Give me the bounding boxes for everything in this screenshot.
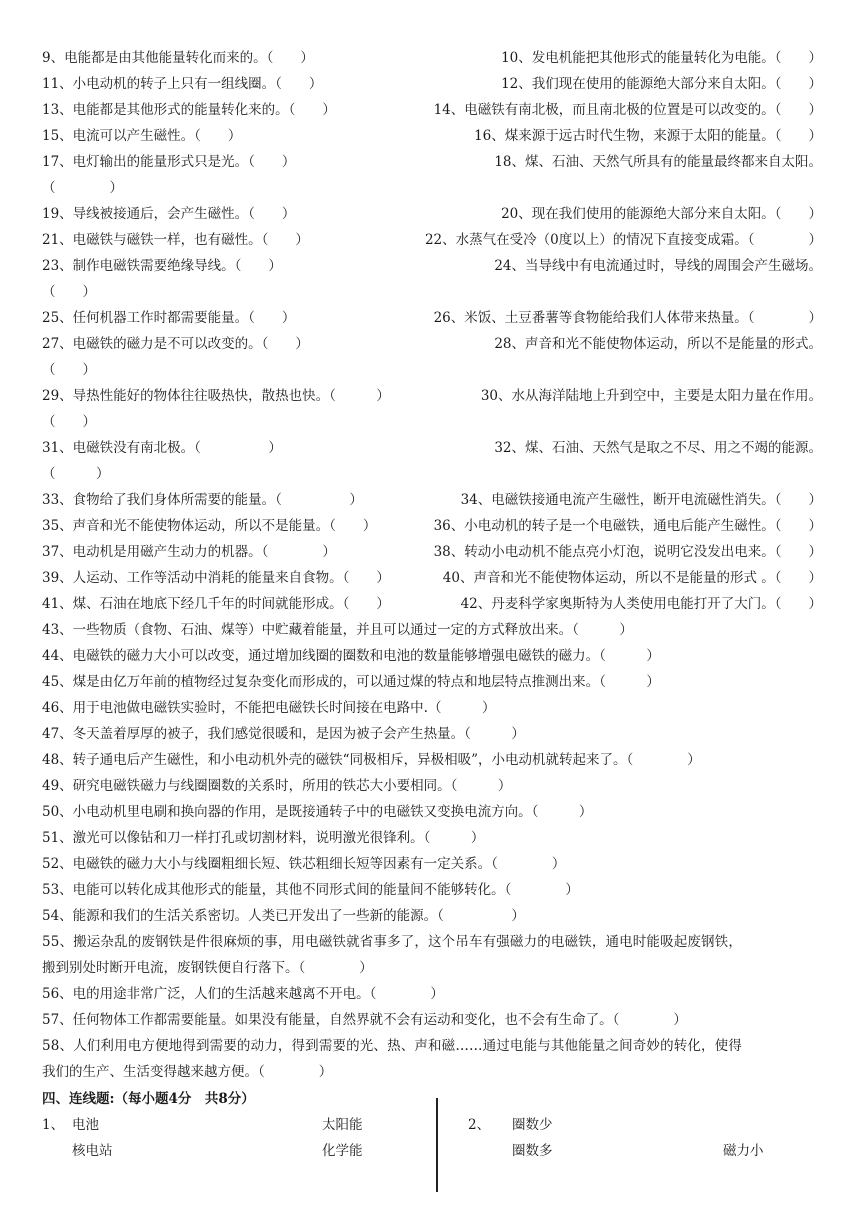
match-q1-right-item: 太阳能 (322, 1117, 363, 1133)
question-left: 11、小电动机的转子上只有一组线圈。（ ） (42, 76, 323, 92)
question-right: 18、煤、石油、天然气所具有的能量最终都来自太阳。 (494, 154, 822, 170)
question-left: 29、导热性能好的物体往往吸热快，散热也快。（ ） (42, 388, 390, 404)
question-left: 37、电动机是用磁产生动力的机器。（ ） (42, 544, 336, 560)
question-text: 55、搬运杂乱的废钢铁是件很麻烦的事，用电磁铁就省事多了，这个吊车有强磁力的电磁铁，通电时能吸起废钢铁， (42, 934, 742, 950)
match-q2-right-item: 磁力小 (723, 1143, 764, 1159)
question-row (42, 751, 822, 777)
question-right: 24、当导线中有电流通过时，导线的周围会产生磁场。 (494, 258, 822, 274)
question-row (42, 803, 822, 829)
question-row (42, 1011, 822, 1037)
question-row (42, 49, 822, 75)
question-row (42, 309, 822, 335)
question-row-continued (42, 959, 822, 985)
question-right: 14、电磁铁有南北极，而且南北极的位置是可以改变的。（ ） (433, 102, 822, 118)
answer-blank: （ ） (42, 180, 123, 196)
answer-blank-continuation (42, 413, 822, 439)
question-row (42, 101, 822, 127)
match-q1-right-item: 化学能 (322, 1143, 363, 1159)
question-row (42, 985, 822, 1011)
question-row (42, 595, 822, 621)
question-left: 33、食物给了我们身体所需要的能量。（ ） (42, 492, 363, 508)
question-left: 27、电磁铁的磁力是不可以改变的。（ ） (42, 336, 309, 352)
question-row (42, 621, 822, 647)
answer-blank-continuation (42, 283, 822, 309)
question-row (42, 127, 822, 153)
question-right: 16、煤来源于远古时代生物，来源于太阳的能量。（ ） (474, 128, 822, 144)
question-text: 56、电的用途非常广泛，人们的生活越来越离不开电。（ ） (42, 986, 444, 1002)
question-row (42, 257, 822, 283)
match-q2-left-item: 圈数少 (512, 1117, 553, 1133)
question-right: 30、水从海洋陆地上升到空中，主要是太阳力量在作用。 (480, 388, 822, 404)
question-right: 38、转动小电动机不能点亮小灯泡，说明它没发出电来。（ ） (433, 544, 822, 560)
question-row (42, 387, 822, 413)
question-left: 35、声音和光不能使物体运动，所以不是能量。（ ） (42, 518, 377, 534)
question-text: 49、研究电磁铁磁力与线圈圈数的关系时，所用的铁芯大小要相同。（ ） (42, 778, 512, 794)
question-right: 26、米饭、土豆番薯等食物能给我们人体带来热量。（ ） (433, 310, 822, 326)
question-left: 19、导线被接通后，会产生磁性。（ ） (42, 206, 296, 222)
question-text: 搬到别处时断开电流，废钢铁便自行落下。（ ） (42, 960, 373, 976)
question-row (42, 231, 822, 257)
question-text: 50、小电动机里电刷和换向器的作用，是既接通转子中的电磁铁又变换电流方向。（ ） (42, 804, 593, 820)
match-q1-left-item: 核电站 (72, 1143, 113, 1159)
question-text: 52、电磁铁的磁力大小与线圈粗细长短、铁芯粗细长短等因素有一定关系。（ ） (42, 856, 566, 872)
question-right: 20、现在我们使用的能源绝大部分来自太阳。（ ） (501, 206, 822, 222)
question-row (42, 933, 822, 959)
question-text: 54、能源和我们的生活关系密切。人类已开发出了一些新的能源。（ ） (42, 908, 525, 924)
answer-blank: （ ） (42, 362, 96, 378)
question-left: 17、电灯输出的能量形式只是光。（ ） (42, 154, 296, 170)
question-row (42, 153, 822, 179)
question-row (42, 491, 822, 517)
question-row (42, 439, 822, 465)
question-row (42, 725, 822, 751)
question-left: 9、电能都是由其他能量转化而来的。（ ） (42, 50, 314, 66)
question-row (42, 673, 822, 699)
question-left: 23、制作电磁铁需要绝缘导线。（ ） (42, 258, 282, 274)
question-text: 44、电磁铁的磁力大小可以改变，通过增加线圈的圈数和电池的数量能够增强电磁铁的磁力。（ ） (42, 648, 660, 664)
question-left: 41、煤、石油在地底下经几千年的时间就能形成。（ ） (42, 596, 390, 612)
question-row (42, 907, 822, 933)
question-row (42, 647, 822, 673)
question-text: 46、用于电池做电磁铁实验时，不能把电磁铁长时间接在电路中.（ ） (42, 700, 496, 716)
answer-blank-continuation (42, 179, 822, 205)
question-row (42, 777, 822, 803)
question-text: 48、转子通电后产生磁性，和小电动机外壳的磁铁“同极相斥，异极相吸”，小电动机就转起来了。（ ） (42, 752, 701, 768)
question-text: 58、人们利用电方便地得到需要的动力，得到需要的光、热、声和磁……通过电能与其他能量之间奇妙的转化，使得 (42, 1038, 742, 1054)
match-q1-left-item: 电池 (72, 1117, 99, 1133)
section-heading: 四、连线题:（每小题4分 共8分） (42, 1091, 255, 1107)
question-text: 47、冬天盖着厚厚的被子，我们感觉很暖和，是因为被子会产生热量。（ ） (42, 726, 525, 742)
question-left: 25、任何机器工作时都需要能量。（ ） (42, 310, 296, 326)
question-text: 53、电能可以转化成其他形式的能量，其他不同形式间的能量间不能够转化。（ ） (42, 882, 579, 898)
question-right: 28、声音和光不能使物体运动，所以不是能量的形式。 (494, 336, 822, 352)
question-right: 12、我们现在使用的能源绝大部分来自太阳。（ ） (501, 76, 822, 92)
question-row (42, 1037, 822, 1063)
question-left: 31、电磁铁没有南北极。（ ） (42, 440, 282, 456)
question-row (42, 543, 822, 569)
question-row (42, 881, 822, 907)
question-text: 57、任何物体工作都需要能量。如果没有能量，自然界就不会有运动和变化，也不会有生命了。（ ） (42, 1012, 687, 1028)
answer-blank-continuation (42, 465, 822, 491)
question-right: 42、丹麦科学家奥斯特为人类使用电能打开了大门。（ ） (460, 596, 822, 612)
question-left: 15、电流可以产生磁性。（ ） (42, 128, 242, 144)
question-row (42, 569, 822, 595)
question-right: 40、声音和光不能使物体运动，所以不是能量的形式 。（ ） (442, 570, 822, 586)
question-right: 22、水蒸气在受冷（0度以上）的情况下直接变成霜。（ ） (424, 232, 822, 248)
question-text: 51、激光可以像钻和刀一样打孔或切割材料，说明激光很锋利。（ ） (42, 830, 485, 846)
question-row (42, 335, 822, 361)
question-row (42, 855, 822, 881)
answer-blank-continuation (42, 361, 822, 387)
match-q2-left-item: 圈数多 (512, 1143, 553, 1159)
question-row-continued (42, 1063, 822, 1089)
question-row (42, 205, 822, 231)
answer-blank: （ ） (42, 284, 96, 300)
question-right: 32、煤、石油、天然气是取之不尽、用之不竭的能源。 (494, 440, 822, 456)
answer-blank: （ ） (42, 414, 96, 430)
question-text: 43、一些物质（食物、石油、煤等）中贮藏着能量，并且可以通过一定的方式释放出来。（ ） (42, 622, 633, 638)
question-right: 10、发电机能把其他形式的能量转化为电能。（ ） (501, 50, 822, 66)
question-row (42, 699, 822, 725)
column-divider (436, 1098, 438, 1192)
match-q2-number: 2、 (468, 1117, 491, 1133)
question-row (42, 517, 822, 543)
question-left: 13、电能都是其他形式的能量转化来的。（ ） (42, 102, 336, 118)
question-row (42, 829, 822, 855)
question-row (42, 75, 822, 101)
match-q1-number: 1、 (42, 1117, 65, 1133)
question-text: 45、煤是由亿万年前的植物经过复杂变化而形成的，可以通过煤的特点和地层特点推测出来。（ ） (42, 674, 660, 690)
question-text: 我们的生产、生活变得越来越方便。（ ） (42, 1064, 333, 1080)
question-left: 39、人运动、工作等活动中消耗的能量来自食物。（ ） (42, 570, 390, 586)
question-right: 36、小电动机的转子是一个电磁铁，通电后能产生磁性。（ ） (433, 518, 822, 534)
question-right: 34、电磁铁接通电流产生磁性，断开电流磁性消失。（ ） (460, 492, 822, 508)
answer-blank: （ ） (42, 466, 110, 482)
question-left: 21、电磁铁与磁铁一样，也有磁性。（ ） (42, 232, 309, 248)
